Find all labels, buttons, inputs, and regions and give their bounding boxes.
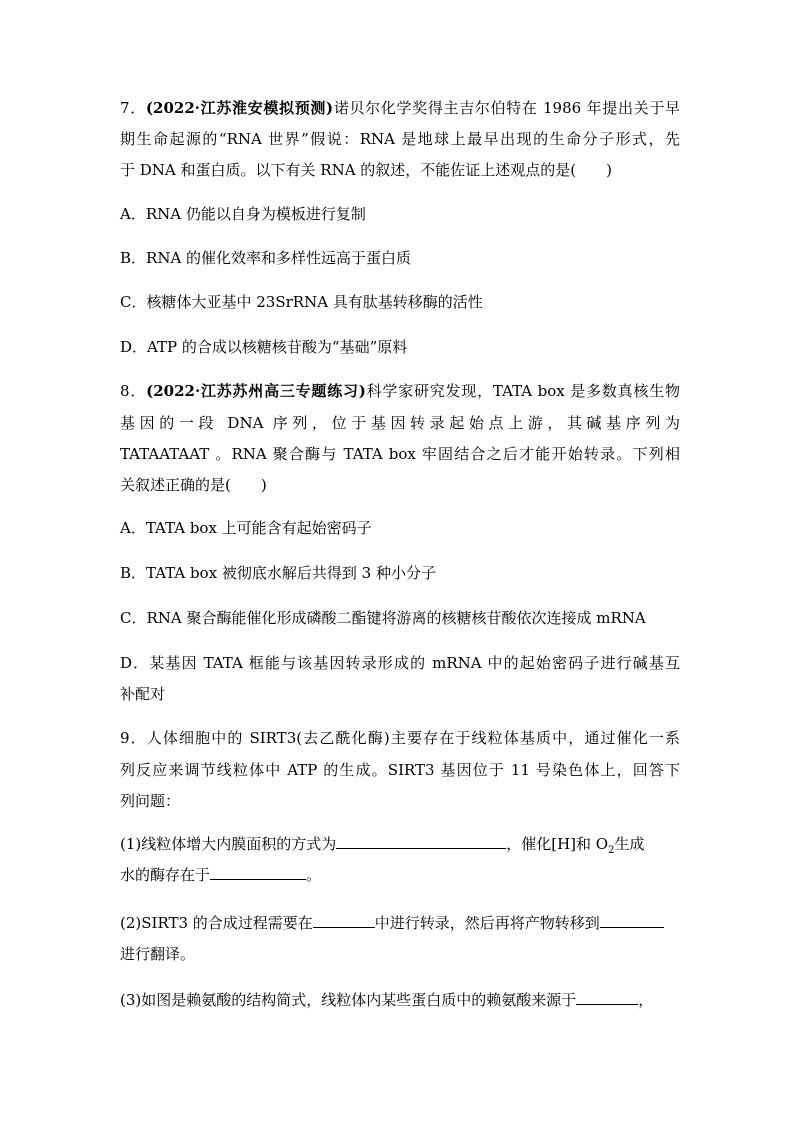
q9-part-2-line-2: 进行翻译。 (120, 945, 196, 963)
q8-option-d: D．某基因 TATA 框能与该基因转录形成的 mRNA 中的起始密码子进行碱基互 (120, 654, 680, 672)
q9-part-1-line-2: 水的酶存在于 。 (120, 866, 322, 884)
q7-option-a: A．RNA 仍能以自身为模板进行复制 (120, 205, 366, 223)
q7-source: (2022·江苏淮安模拟预测) (145, 99, 334, 117)
answer-blank-5[interactable] (576, 990, 638, 1005)
q7-option-b: B．RNA 的催化效率和多样性远高于蛋白质 (120, 249, 412, 267)
answer-blank-3[interactable] (313, 913, 375, 928)
q8-line-3: TATAATAAT 。RNA 聚合酶与 TATA box 牢固结合之后才能开始转录。下列相 (120, 445, 680, 463)
q9-part-3-line-1: (3)如图是赖氨酸的结构简式，线粒体内某些蛋白质中的赖氨酸来源于 ， (120, 991, 654, 1009)
q8-option-b: B．TATA box 被彻底水解后共得到 3 种小分子 (120, 564, 436, 582)
q8-option-d-continued: 补配对 (120, 685, 166, 703)
q9-line-1: 9．人体细胞中的 SIRT3(去乙酰化酶)主要存在于线粒体基质中，通过催化一系 (120, 729, 680, 747)
answer-blank-4[interactable] (600, 913, 664, 928)
q7-line-1: 7．(2022·江苏淮安模拟预测)诺贝尔化学奖得主吉尔伯特在 1986 年提出关于早 (120, 99, 681, 117)
q7-option-c: C．核糖体大亚基中 23SrRNA 具有肽基转移酶的活性 (120, 293, 483, 311)
q8-option-c: C．RNA 聚合酶能催化形成磷酸二酯键将游离的核糖核苷酸依次连接成 mRNA (120, 609, 646, 627)
q9-part-2-line-1: (2)SIRT3 的合成过程需要在 中进行转录，然后再将产物转移到 (120, 913, 680, 933)
q8-source: (2022·江苏苏州高三专题练习) (146, 382, 366, 400)
q7-line-2: 期生命起源的“RNA 世界”假说：RNA 是地球上最早出现的生命分子形式，先 (120, 130, 680, 148)
q8-line-4: 关叙述正确的是( ) (120, 476, 267, 494)
q7-line-3: 于 DNA 和蛋白质。以下有关 RNA 的叙述，不能佐证上述观点的是( ) (120, 161, 613, 179)
q8-line-2: 基因的一段 DNA 序列，位于基因转录起始点上游，其碱基序列为 (120, 414, 680, 432)
q9-line-3: 列问题： (120, 792, 181, 810)
answer-blank-1[interactable] (336, 834, 506, 849)
q9-line-2: 列反应来调节线粒体中 ATP 的生成。SIRT3 基因位于 11 号染色体上，回答下 (120, 761, 680, 779)
answer-blank-2[interactable] (210, 865, 306, 880)
q8-line-1: 8．(2022·江苏苏州高三专题练习)科学家研究发现，TATA box 是多数真核生物 (120, 382, 680, 400)
q7-option-d: D．ATP 的合成以核糖核苷酸为“基础”原料 (120, 338, 408, 356)
q9-part-1-line-1: (1)线粒体增大内膜面积的方式为 ，催化[H]和 $O_2$生成 (120, 835, 645, 856)
q8-option-a: A．TATA box 上可能含有起始密码子 (120, 519, 372, 537)
